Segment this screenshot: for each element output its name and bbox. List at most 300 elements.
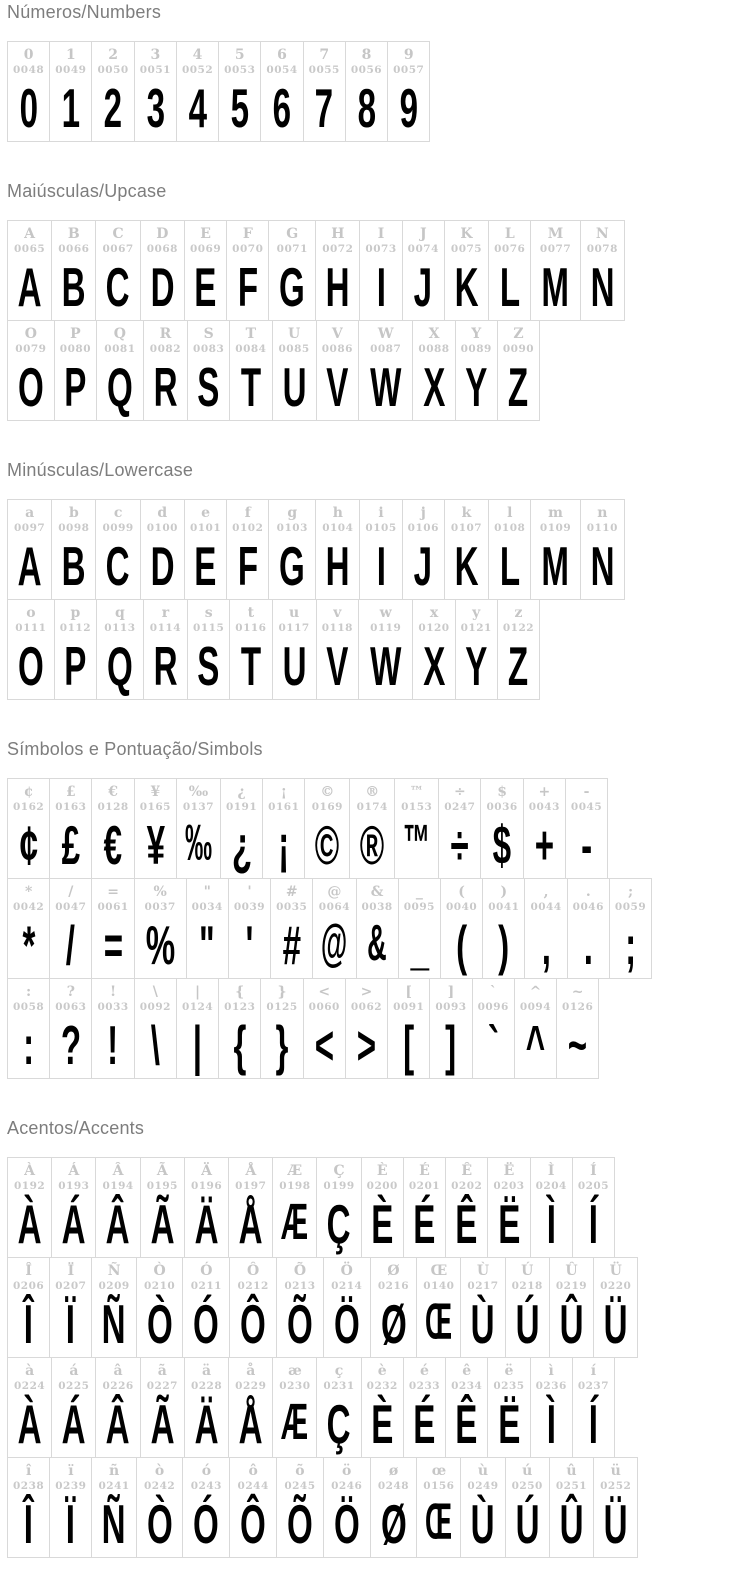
char-label: d (157, 505, 168, 521)
glyph-cell-0205 (572, 1157, 615, 1258)
unicode-code: 0108 (494, 522, 526, 534)
glyph-preview: Õ (287, 1493, 313, 1555)
cell-head (182, 984, 213, 1014)
unicode-code: 0237 (577, 1380, 610, 1392)
glyph-preview: Ê (455, 1393, 478, 1455)
cell-head (540, 505, 571, 535)
section-title-numbers: Números/Numbers (7, 2, 162, 22)
glyph-cell-0161 (262, 778, 305, 879)
unicode-code: 0041 (488, 901, 520, 913)
glyph-preview: ; (625, 914, 637, 976)
glyph-cell-0107 (444, 499, 489, 600)
unicode-code: 0214 (331, 1280, 363, 1292)
unicode-code: 0097 (14, 522, 46, 534)
cell-head (467, 1463, 498, 1493)
char-label: J (419, 226, 427, 242)
unicode-code: 0205 (577, 1180, 610, 1192)
glyph-cell-0060 (303, 978, 346, 1079)
glyph-cell-0059 (609, 878, 652, 979)
glyph-row-lowercase-1 (7, 599, 540, 700)
glyph-preview: Ü (603, 1293, 628, 1355)
cell-head (238, 1463, 269, 1493)
cell-head (323, 1163, 354, 1193)
glyph-preview: } (275, 1014, 289, 1076)
cell-head (190, 505, 221, 535)
unicode-code: 0052 (181, 64, 214, 76)
char-label: < (318, 984, 331, 1000)
glyph-cell-0093 (429, 978, 472, 1079)
glyph-preview: J (414, 256, 433, 318)
cell-head (323, 1363, 354, 1393)
char-label: M (547, 226, 564, 242)
cell-head (494, 505, 525, 535)
cell-head (102, 1363, 133, 1393)
cell-head (58, 1363, 89, 1393)
char-label: R (159, 326, 172, 342)
cell-head (331, 1463, 362, 1493)
char-label: ë (504, 1363, 514, 1379)
glyph-cell-0045 (565, 778, 608, 879)
glyph-cell-0086 (316, 320, 359, 421)
glyph-cell-0243 (182, 1457, 230, 1558)
char-label: õ (295, 1463, 305, 1479)
glyph-cell-0057 (387, 41, 430, 142)
glyph-cell-0200 (361, 1157, 404, 1258)
cell-head (98, 1263, 129, 1293)
unicode-code: 0120 (418, 622, 450, 634)
char-label: Ç (333, 1163, 345, 1179)
glyph-cell-0210 (136, 1257, 184, 1358)
glyph-preview: Ó (193, 1293, 220, 1355)
glyph-preview: ÷ (450, 814, 469, 876)
char-label: ¥ (150, 784, 161, 800)
cell-head (573, 884, 604, 914)
section-title-lowercase: Minúsculas/Lowercase (7, 460, 194, 480)
glyph-cell-0048 (7, 41, 50, 142)
unicode-code: 0210 (143, 1280, 176, 1292)
glyph-cell-0109 (530, 499, 580, 600)
glyph-preview: < (314, 1014, 334, 1076)
char-label: ? (66, 984, 75, 1000)
cell-head (600, 1263, 631, 1293)
char-label: b (68, 505, 79, 521)
glyph-preview: Œ (425, 1492, 453, 1550)
unicode-code: 0034 (191, 901, 223, 913)
char-label: ¢ (23, 784, 34, 800)
glyph-preview: ! (107, 1014, 119, 1076)
unicode-code: 0218 (511, 1280, 543, 1292)
char-label: Z (513, 326, 524, 342)
glyph-section-symbols (7, 739, 730, 1079)
glyph-preview: > (356, 1014, 377, 1076)
cell-head (193, 326, 224, 356)
unicode-code: 0068 (146, 243, 178, 255)
cell-head (235, 1363, 266, 1393)
char-label: Y (471, 326, 482, 342)
cell-head (235, 326, 266, 356)
unicode-code: 0217 (467, 1280, 499, 1292)
unicode-code: 0043 (528, 801, 560, 813)
cell-head (571, 784, 602, 814)
glyph-cell-0054 (260, 41, 303, 142)
glyph-cell-0091 (387, 978, 430, 1079)
glyph-cell-0089 (455, 320, 498, 421)
glyph-cell-0095 (398, 878, 441, 979)
glyph-cell-0068 (140, 220, 185, 321)
char-label: ü (610, 1463, 621, 1479)
glyph-cell-0124 (176, 978, 219, 1079)
glyph-cell-0047 (49, 878, 92, 979)
char-label: n (597, 505, 608, 521)
unicode-code: 0125 (266, 1001, 298, 1013)
glyph-preview: A (17, 535, 42, 597)
glyph-preview: Æ (281, 1392, 309, 1450)
glyph-preview: Ë (497, 1193, 521, 1255)
unicode-code: 0106 (407, 522, 439, 534)
unicode-code: 0250 (511, 1480, 543, 1492)
unicode-code: 0128 (97, 801, 129, 813)
char-label: Ö (340, 1263, 353, 1279)
glyph-cell-0078 (580, 220, 625, 321)
char-label: j (420, 505, 426, 521)
char-label: L (504, 226, 515, 242)
char-label: P (70, 326, 81, 342)
glyph-cell-0067 (95, 220, 140, 321)
char-label: 6 (277, 47, 287, 63)
glyph-preview: Â (106, 1393, 131, 1455)
char-label: 4 (192, 47, 203, 63)
glyph-preview: D (150, 256, 175, 318)
unicode-code: 0238 (13, 1480, 45, 1492)
glyph-cell-0234 (445, 1357, 488, 1458)
cell-head (309, 984, 340, 1014)
glyph-preview: ‰ (184, 813, 212, 871)
cell-head (362, 884, 393, 914)
unicode-code: 0140 (423, 1280, 455, 1292)
char-label: ä (202, 1363, 212, 1379)
glyph-cell-0216 (370, 1257, 418, 1358)
char-label: W (377, 326, 394, 342)
char-label: 2 (108, 47, 118, 63)
unicode-code: 0058 (13, 1001, 45, 1013)
unicode-code: 0092 (139, 1001, 171, 1013)
glyph-preview: - (581, 814, 593, 876)
glyph-preview: È (371, 1193, 394, 1255)
glyph-preview: Å (238, 1393, 263, 1455)
glyph-cell-0117 (272, 599, 317, 700)
unicode-code: 0074 (407, 243, 439, 255)
char-label: ñ (108, 1463, 120, 1479)
glyph-cell-0044 (524, 878, 567, 979)
cell-head (461, 605, 492, 635)
cell-head (423, 1463, 454, 1493)
char-label: | (195, 984, 201, 1000)
cell-head (370, 326, 401, 356)
cell-head (235, 1163, 266, 1193)
glyph-preview: Ø (380, 1493, 407, 1555)
glyph-preview: # (282, 914, 301, 976)
glyph-cell-0140 (416, 1257, 461, 1358)
glyph-cell-0233 (403, 1357, 446, 1458)
unicode-code: 0042 (13, 901, 45, 913)
glyph-preview: Ò (146, 1293, 173, 1355)
glyph-preview: @ (321, 913, 348, 971)
unicode-code: 0224 (14, 1380, 46, 1392)
glyph-preview: Ö (333, 1293, 360, 1355)
cell-head (150, 605, 181, 635)
cell-head (13, 984, 44, 1014)
glyph-preview: Î (24, 1493, 34, 1555)
glyph-cell-0102 (226, 499, 269, 600)
char-label: 7 (319, 47, 330, 63)
glyph-preview: M (541, 256, 570, 318)
cell-head (418, 605, 449, 635)
char-label: S (203, 326, 214, 342)
glyph-preview: Ö (333, 1493, 360, 1555)
glyph-cell-0204 (530, 1157, 573, 1258)
unicode-code: 0216 (377, 1280, 410, 1292)
cell-head (408, 505, 439, 535)
glyph-cell-0099 (95, 499, 140, 600)
char-label: æ (288, 1363, 302, 1379)
glyph-preview: 9 (399, 77, 418, 139)
cell-head (55, 784, 86, 814)
unicode-code: 0234 (451, 1380, 483, 1392)
unicode-code: 0231 (323, 1380, 355, 1392)
char-label: _ (415, 884, 423, 900)
glyph-cell-0213 (276, 1257, 324, 1358)
cell-head (192, 884, 223, 914)
glyph-preview: C (106, 256, 131, 318)
cell-head (191, 1463, 222, 1493)
unicode-code: 0110 (586, 522, 618, 534)
unicode-code: 0195 (146, 1180, 178, 1192)
glyph-cell-0235 (487, 1357, 530, 1458)
char-label: u (289, 605, 300, 621)
glyph-row-lowercase-0 (7, 499, 625, 600)
glyph-cell-0077 (530, 220, 580, 321)
glyph-preview: Ã (150, 1193, 175, 1255)
glyph-cell-0064 (312, 878, 356, 979)
char-label: ø (388, 1463, 399, 1479)
char-label: A (24, 226, 36, 242)
glyph-cell-0106 (402, 499, 445, 600)
glyph-cell-0056 (345, 41, 388, 142)
glyph-preview: ? (60, 1014, 81, 1076)
cell-head (600, 1463, 631, 1493)
glyph-preview: Ê (455, 1193, 478, 1255)
char-label: ( (458, 884, 465, 900)
unicode-code: 0075 (450, 243, 483, 255)
unicode-code: 0088 (418, 343, 450, 355)
char-label: G (286, 226, 299, 242)
char-label: Í (590, 1163, 597, 1179)
glyph-preview: Ò (146, 1493, 173, 1555)
glyph-cell-0033 (91, 978, 134, 1079)
glyph-row-numbers-0 (7, 41, 430, 142)
glyph-cell-0098 (51, 499, 96, 600)
glyph-preview: + (534, 814, 554, 876)
char-label: + (538, 784, 551, 800)
unicode-code: 0239 (55, 1480, 87, 1492)
glyph-cell-0163 (49, 778, 92, 879)
cell-head (224, 47, 255, 77)
glyph-preview: ® (360, 814, 385, 876)
cell-head (102, 226, 133, 256)
char-label: è (377, 1363, 387, 1379)
glyph-cell-0251 (549, 1457, 594, 1558)
char-label: O (24, 326, 37, 342)
glyph-preview: / (66, 914, 76, 976)
glyph-preview: N (590, 256, 615, 318)
unicode-code: 0057 (393, 64, 425, 76)
unicode-code: 0082 (149, 343, 182, 355)
char-label: ~ (571, 984, 584, 1000)
char-label: f (244, 505, 251, 521)
glyph-cell-0051 (134, 41, 177, 142)
glyph-row-accents-1 (7, 1257, 638, 1358)
unicode-code: 0094 (519, 1001, 552, 1013)
glyph-cell-0081 (96, 320, 144, 421)
char-label: Q (113, 326, 126, 342)
glyph-preview: W (370, 635, 402, 697)
cell-head (357, 784, 388, 814)
glyph-cell-0100 (140, 499, 185, 600)
glyph-cell-0123 (218, 978, 261, 1079)
glyph-preview: Å (238, 1193, 263, 1255)
unicode-code: 0090 (502, 343, 535, 355)
cell-head (234, 884, 265, 914)
unicode-code: 0225 (58, 1380, 90, 1392)
char-label: g (287, 505, 298, 521)
glyph-preview: H (325, 535, 350, 597)
glyph-cell-0203 (487, 1157, 530, 1258)
glyph-cell-0128 (91, 778, 134, 879)
glyph-cell-0084 (229, 320, 272, 421)
glyph-cell-0225 (51, 1357, 96, 1458)
unicode-code: 0096 (477, 1001, 509, 1013)
glyph-cell-0092 (134, 978, 177, 1079)
unicode-code: 0251 (555, 1480, 588, 1492)
cell-head (536, 1163, 567, 1193)
unicode-code: 0060 (308, 1001, 340, 1013)
unicode-code: 0103 (276, 522, 308, 534)
glyph-preview: ™ (403, 813, 431, 871)
glyph-cell-0104 (315, 499, 360, 600)
cell-head (183, 784, 214, 814)
char-label: { (235, 984, 245, 1000)
glyph-preview: Y (465, 635, 488, 697)
glyph-cell-0195 (140, 1157, 185, 1258)
glyph-preview: ' (245, 914, 254, 976)
glyph-section-accents (7, 1118, 730, 1558)
char-label: ì (548, 1363, 554, 1379)
glyph-cell-0037 (134, 878, 187, 979)
char-label: ; (627, 884, 634, 900)
char-label: % (153, 884, 167, 900)
unicode-code: 0249 (467, 1480, 499, 1492)
cell-head (503, 605, 534, 635)
glyph-preview: 5 (230, 77, 249, 139)
glyph-preview: Û (559, 1293, 584, 1355)
char-label: x (429, 605, 439, 621)
glyph-cell-0207 (49, 1257, 92, 1358)
unicode-code: 0241 (98, 1480, 130, 1492)
glyph-cell-0120 (412, 599, 455, 700)
cell-head (14, 505, 45, 535)
cell-head (365, 226, 396, 256)
char-label: Ï (67, 1263, 75, 1279)
glyph-cell-0053 (218, 41, 261, 142)
cell-head (276, 884, 307, 914)
cell-head (435, 984, 466, 1014)
cell-head (322, 605, 353, 635)
char-label: [ (405, 984, 413, 1000)
glyph-cell-0227 (140, 1357, 185, 1458)
cell-head (556, 1463, 587, 1493)
unicode-code: 0049 (55, 64, 87, 76)
glyph-row-accents-0 (7, 1157, 615, 1258)
unicode-code: 0156 (423, 1480, 455, 1492)
glyph-row-symbols-2 (7, 978, 599, 1079)
char-label: ® (365, 784, 380, 800)
unicode-code: 0116 (235, 622, 267, 634)
glyph-cell-0094 (514, 978, 557, 1079)
glyph-cell-0061 (91, 878, 134, 979)
unicode-code: 0244 (237, 1480, 269, 1492)
unicode-code: 0206 (13, 1280, 45, 1292)
glyph-cell-0052 (176, 41, 219, 142)
glyph-cell-0237 (572, 1357, 615, 1458)
unicode-code: 0065 (14, 243, 46, 255)
unicode-code: 0081 (104, 343, 136, 355)
char-label: I (377, 226, 385, 242)
cell-head (238, 1263, 269, 1293)
glyph-preview: O (18, 356, 44, 418)
char-label: £ (65, 784, 76, 800)
unicode-code: 0192 (14, 1180, 46, 1192)
char-label: ê (462, 1363, 472, 1379)
glyph-preview: F (237, 535, 258, 597)
char-label: l (507, 505, 513, 521)
glyph-preview: Y (465, 356, 488, 418)
glyph-cell-0072 (315, 220, 360, 321)
cell-head (58, 1163, 89, 1193)
cell-head (102, 505, 133, 535)
cell-head (14, 1163, 45, 1193)
unicode-code: 0062 (350, 1001, 383, 1013)
cell-head (266, 47, 297, 77)
unicode-code: 0204 (535, 1180, 567, 1192)
unicode-code: 0228 (190, 1380, 223, 1392)
section-title-symbols: Símbolos e Pontuação/Simbols (7, 739, 263, 759)
cell-head (104, 605, 135, 635)
cell-head (319, 884, 350, 914)
cell-head (378, 1463, 409, 1493)
glyph-cell-0115 (187, 599, 230, 700)
unicode-code: 0089 (460, 343, 492, 355)
cell-head (520, 984, 551, 1014)
cell-head (418, 326, 449, 356)
glyph-preview: È (371, 1393, 394, 1455)
char-label: V (331, 326, 343, 342)
glyph-preview: 4 (188, 77, 207, 139)
glyph-cell-0236 (530, 1357, 573, 1458)
char-label: h (332, 505, 343, 521)
glyph-cell-0212 (229, 1257, 277, 1358)
char-label: ! (110, 984, 117, 1000)
glyph-cell-0046 (567, 878, 610, 979)
